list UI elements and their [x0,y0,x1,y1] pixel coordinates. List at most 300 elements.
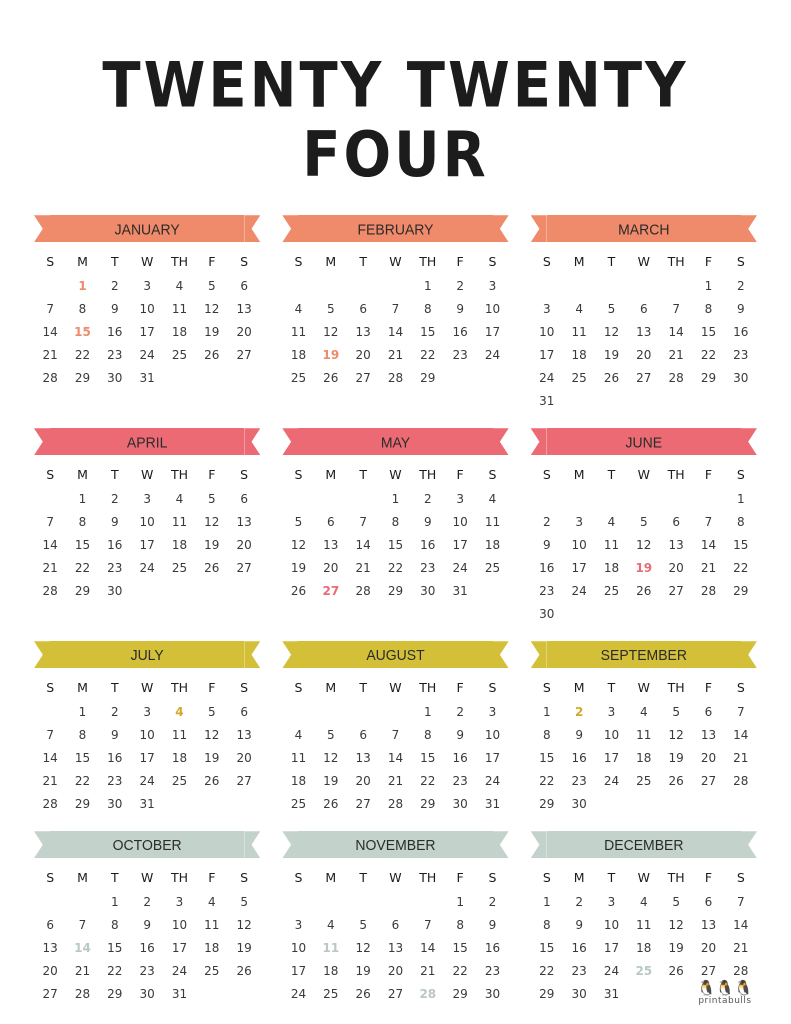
day-cell[interactable]: 26 [668,773,684,788]
day-cell[interactable]: 28 [733,963,749,978]
day-cell[interactable]: 28 [387,370,404,385]
day-cell[interactable]: 14 [42,750,58,765]
day-cell[interactable]: 15 [387,537,404,552]
day-cell[interactable]: 11 [290,750,307,765]
day-cell[interactable]: 12 [636,537,652,552]
day-cell[interactable]: 26 [636,583,652,598]
day-cell[interactable]: 15 [420,324,436,339]
day-cell[interactable]: 6 [672,514,680,529]
day-cell[interactable]: 21 [733,940,749,955]
day-cell[interactable]: 19 [204,324,220,339]
day-cell[interactable]: 27 [355,370,371,385]
day-cell[interactable]: 18 [290,773,307,788]
day-cell[interactable]: 19 [204,537,220,552]
day-cell[interactable]: 21 [387,347,404,362]
day-cell[interactable]: 8 [78,514,87,529]
day-cell[interactable]: 11 [484,514,501,529]
day-cell[interactable]: 26 [603,370,620,385]
day-cell[interactable]: 9 [488,917,497,932]
day-cell[interactable]: 24 [452,560,468,575]
day-cell[interactable]: 10 [539,324,555,339]
day-cell[interactable]: 5 [639,514,648,529]
day-cell[interactable]: 24 [484,347,501,362]
day-cell[interactable]: 23 [107,560,123,575]
day-cell[interactable]: 10 [139,301,155,316]
day-cell[interactable]: 16 [539,560,555,575]
day-cell[interactable]: 8 [78,301,87,316]
day-cell[interactable]: 18 [171,324,188,339]
day-cell[interactable]: 22 [107,963,123,978]
day-cell[interactable]: 11 [571,324,587,339]
day-cell[interactable]: 28 [355,583,371,598]
day-cell[interactable]: 5 [672,894,680,909]
day-cell[interactable]: 27 [322,583,340,598]
day-cell[interactable]: 15 [700,324,717,339]
day-cell[interactable]: 29 [74,583,91,598]
day-cell[interactable]: 9 [111,301,119,316]
day-cell[interactable]: 2 [111,704,119,719]
day-cell[interactable]: 27 [668,583,684,598]
day-cell[interactable]: 22 [452,963,468,978]
day-cell[interactable]: 14 [42,324,58,339]
day-cell[interactable]: 8 [78,727,87,742]
day-cell[interactable]: 26 [204,347,220,362]
day-cell[interactable]: 10 [452,514,468,529]
day-cell[interactable]: 1 [543,704,551,719]
day-cell[interactable]: 13 [668,537,684,552]
day-cell[interactable]: 13 [42,940,58,955]
day-cell[interactable]: 4 [639,894,648,909]
day-cell[interactable]: 15 [539,750,555,765]
day-cell[interactable]: 19 [668,750,684,765]
day-cell[interactable]: 8 [543,727,551,742]
day-cell[interactable]: 19 [323,773,339,788]
day-cell[interactable]: 14 [733,727,749,742]
day-cell[interactable]: 12 [204,514,220,529]
day-cell[interactable]: 11 [322,940,340,955]
day-cell[interactable]: 30 [484,986,501,1001]
day-cell[interactable]: 9 [575,917,583,932]
day-cell[interactable]: 2 [456,278,464,293]
day-cell[interactable]: 1 [78,278,87,293]
day-cell[interactable]: 5 [207,278,216,293]
day-cell[interactable]: 13 [323,537,339,552]
day-cell[interactable]: 7 [704,514,713,529]
day-cell[interactable]: 20 [42,963,58,978]
day-cell[interactable]: 2 [575,894,583,909]
day-cell[interactable]: 10 [171,917,188,932]
day-cell[interactable]: 30 [452,796,468,811]
day-cell[interactable]: 7 [736,704,745,719]
day-cell[interactable]: 13 [355,750,371,765]
day-cell[interactable]: 10 [139,514,155,529]
day-cell[interactable]: 1 [78,491,87,506]
day-cell[interactable]: 30 [571,796,587,811]
day-cell[interactable]: 20 [236,750,252,765]
day-cell[interactable]: 21 [42,560,58,575]
day-cell[interactable]: 3 [607,894,616,909]
day-cell[interactable]: 9 [111,727,119,742]
day-cell[interactable]: 12 [323,750,339,765]
day-cell[interactable]: 23 [107,773,123,788]
day-cell[interactable]: 27 [236,773,252,788]
day-cell[interactable]: 18 [171,537,188,552]
day-cell[interactable]: 20 [668,560,684,575]
day-cell[interactable]: 25 [603,583,620,598]
day-cell[interactable]: 20 [700,750,717,765]
day-cell[interactable]: 29 [420,370,436,385]
day-cell[interactable]: 29 [539,986,555,1001]
day-cell[interactable]: 15 [733,537,749,552]
day-cell[interactable]: 24 [603,963,620,978]
day-cell[interactable]: 29 [420,796,436,811]
day-cell[interactable]: 29 [733,583,749,598]
day-cell[interactable]: 18 [571,347,587,362]
day-cell[interactable]: 12 [668,917,684,932]
day-cell[interactable]: 15 [539,940,555,955]
day-cell[interactable]: 2 [111,278,119,293]
day-cell[interactable]: 25 [323,986,339,1001]
day-cell[interactable]: 18 [290,347,307,362]
day-cell[interactable]: 23 [107,347,123,362]
day-cell[interactable]: 22 [539,773,555,788]
day-cell[interactable]: 17 [484,750,501,765]
day-cell[interactable]: 26 [204,560,220,575]
day-cell[interactable]: 12 [204,727,220,742]
day-cell[interactable]: 19 [204,750,220,765]
day-cell[interactable]: 14 [387,324,404,339]
day-cell[interactable]: 18 [636,940,652,955]
day-cell[interactable]: 25 [484,560,501,575]
day-cell[interactable]: 5 [607,301,616,316]
day-cell[interactable]: 11 [636,727,652,742]
day-cell[interactable]: 13 [387,940,404,955]
day-cell[interactable]: 1 [111,894,119,909]
day-cell[interactable]: 14 [387,750,404,765]
day-cell[interactable]: 23 [452,347,468,362]
day-cell[interactable]: 27 [42,986,58,1001]
day-cell[interactable]: 7 [672,301,680,316]
day-cell[interactable]: 16 [107,537,123,552]
day-cell[interactable]: 27 [700,773,717,788]
day-cell[interactable]: 22 [387,560,404,575]
day-cell[interactable]: 5 [327,727,335,742]
day-cell[interactable]: 28 [419,986,437,1001]
day-cell[interactable]: 13 [700,727,717,742]
day-cell[interactable]: 24 [139,347,155,362]
day-cell[interactable]: 1 [736,491,745,506]
day-cell[interactable]: 30 [420,583,436,598]
day-cell[interactable]: 17 [290,963,307,978]
day-cell[interactable]: 1 [456,894,464,909]
day-cell[interactable]: 25 [290,796,307,811]
day-cell[interactable]: 15 [74,537,91,552]
day-cell[interactable]: 25 [636,773,652,788]
day-cell[interactable]: 5 [327,301,335,316]
day-cell[interactable]: 25 [171,560,188,575]
day-cell[interactable]: 3 [175,894,184,909]
day-cell[interactable]: 3 [143,278,151,293]
day-cell[interactable]: 9 [456,301,464,316]
day-cell[interactable]: 6 [704,894,713,909]
day-cell[interactable]: 2 [543,514,551,529]
day-cell[interactable]: 1 [704,278,713,293]
day-cell[interactable]: 10 [290,940,307,955]
day-cell[interactable]: 6 [704,704,713,719]
day-cell[interactable]: 18 [636,750,652,765]
day-cell[interactable]: 20 [355,347,371,362]
day-cell[interactable]: 10 [603,917,620,932]
day-cell[interactable]: 30 [107,796,123,811]
day-cell[interactable]: 26 [668,963,684,978]
day-cell[interactable]: 19 [668,940,684,955]
day-cell[interactable]: 6 [359,301,367,316]
day-cell[interactable]: 4 [175,704,184,719]
day-cell[interactable]: 7 [359,514,367,529]
day-cell[interactable]: 17 [171,940,188,955]
day-cell[interactable]: 12 [290,537,307,552]
day-cell[interactable]: 18 [603,560,620,575]
day-cell[interactable]: 24 [290,986,307,1001]
day-cell[interactable]: 27 [236,560,252,575]
day-cell[interactable]: 2 [574,704,584,719]
day-cell[interactable]: 20 [700,940,717,955]
day-cell[interactable]: 10 [484,301,501,316]
day-cell[interactable]: 23 [539,583,555,598]
day-cell[interactable]: 22 [700,347,717,362]
day-cell[interactable]: 8 [704,301,713,316]
day-cell[interactable]: 14 [355,537,371,552]
day-cell[interactable]: 5 [207,491,216,506]
day-cell[interactable]: 16 [139,940,155,955]
day-cell[interactable]: 7 [423,917,432,932]
day-cell[interactable]: 23 [484,963,501,978]
day-cell[interactable]: 6 [46,917,54,932]
day-cell[interactable]: 18 [323,963,339,978]
day-cell[interactable]: 3 [143,491,151,506]
day-cell[interactable]: 30 [107,370,123,385]
day-cell[interactable]: 24 [139,773,155,788]
day-cell[interactable]: 15 [452,940,468,955]
day-cell[interactable]: 9 [423,514,432,529]
day-cell[interactable]: 3 [488,704,497,719]
day-cell[interactable]: 16 [452,750,468,765]
day-cell[interactable]: 9 [736,301,745,316]
day-cell[interactable]: 31 [484,796,501,811]
day-cell[interactable]: 19 [322,347,340,362]
day-cell[interactable]: 23 [571,963,587,978]
day-cell[interactable]: 24 [603,773,620,788]
day-cell[interactable]: 1 [423,704,432,719]
day-cell[interactable]: 3 [456,491,464,506]
day-cell[interactable]: 8 [456,917,464,932]
day-cell[interactable]: 14 [42,537,58,552]
day-cell[interactable]: 23 [139,963,155,978]
day-cell[interactable]: 20 [636,347,652,362]
day-cell[interactable]: 12 [323,324,339,339]
day-cell[interactable]: 18 [171,750,188,765]
day-cell[interactable]: 22 [420,347,436,362]
day-cell[interactable]: 22 [74,347,91,362]
day-cell[interactable]: 25 [204,963,220,978]
day-cell[interactable]: 11 [290,324,307,339]
day-cell[interactable]: 20 [236,537,252,552]
day-cell[interactable]: 19 [236,940,252,955]
day-cell[interactable]: 29 [539,796,555,811]
day-cell[interactable]: 17 [539,347,555,362]
day-cell[interactable]: 6 [359,727,367,742]
day-cell[interactable]: 28 [700,583,717,598]
day-cell[interactable]: 7 [736,894,745,909]
day-cell[interactable]: 2 [488,894,497,909]
day-cell[interactable]: 28 [668,370,684,385]
day-cell[interactable]: 7 [391,727,400,742]
day-cell[interactable]: 5 [240,894,248,909]
day-cell[interactable]: 2 [111,491,119,506]
day-cell[interactable]: 21 [387,773,404,788]
day-cell[interactable]: 17 [571,560,587,575]
day-cell[interactable]: 20 [323,560,339,575]
day-cell[interactable]: 4 [175,278,184,293]
day-cell[interactable]: 31 [452,583,468,598]
day-cell[interactable]: 31 [139,796,155,811]
day-cell[interactable]: 2 [143,894,151,909]
day-cell[interactable]: 17 [139,537,155,552]
day-cell[interactable]: 13 [700,917,717,932]
day-cell[interactable]: 24 [571,583,587,598]
day-cell[interactable]: 23 [733,347,749,362]
day-cell[interactable]: 14 [74,940,91,955]
day-cell[interactable]: 5 [294,514,303,529]
day-cell[interactable]: 28 [387,796,404,811]
day-cell[interactable]: 7 [46,514,54,529]
day-cell[interactable]: 15 [420,750,436,765]
day-cell[interactable]: 16 [571,940,587,955]
day-cell[interactable]: 26 [204,773,220,788]
day-cell[interactable]: 21 [420,963,436,978]
day-cell[interactable]: 6 [639,301,648,316]
day-cell[interactable]: 21 [74,963,91,978]
day-cell[interactable]: 24 [484,773,501,788]
day-cell[interactable]: 17 [139,324,155,339]
day-cell[interactable]: 12 [204,301,220,316]
day-cell[interactable]: 22 [420,773,436,788]
day-cell[interactable]: 30 [539,606,555,621]
day-cell[interactable]: 25 [171,773,188,788]
day-cell[interactable]: 15 [107,940,123,955]
day-cell[interactable]: 4 [294,727,303,742]
day-cell[interactable]: 4 [207,894,216,909]
day-cell[interactable]: 26 [323,796,339,811]
day-cell[interactable]: 22 [74,560,91,575]
day-cell[interactable]: 10 [603,727,620,742]
day-cell[interactable]: 30 [139,986,155,1001]
day-cell[interactable]: 3 [488,278,497,293]
day-cell[interactable]: 1 [391,491,400,506]
day-cell[interactable]: 12 [668,727,684,742]
day-cell[interactable]: 3 [575,514,583,529]
day-cell[interactable]: 4 [175,491,184,506]
day-cell[interactable]: 14 [733,917,749,932]
day-cell[interactable]: 22 [74,773,91,788]
day-cell[interactable]: 21 [355,560,371,575]
day-cell[interactable]: 1 [543,894,551,909]
day-cell[interactable]: 29 [452,986,468,1001]
day-cell[interactable]: 26 [290,583,307,598]
day-cell[interactable]: 11 [171,301,188,316]
day-cell[interactable]: 21 [42,773,58,788]
day-cell[interactable]: 4 [607,514,616,529]
day-cell[interactable]: 27 [387,986,404,1001]
day-cell[interactable]: 30 [107,583,123,598]
day-cell[interactable]: 31 [603,986,620,1001]
day-cell[interactable]: 6 [240,491,248,506]
day-cell[interactable]: 26 [355,986,371,1001]
day-cell[interactable]: 20 [387,963,404,978]
day-cell[interactable]: 6 [391,917,400,932]
day-cell[interactable]: 23 [571,773,587,788]
day-cell[interactable]: 19 [290,560,307,575]
day-cell[interactable]: 3 [143,704,151,719]
day-cell[interactable]: 28 [74,986,91,1001]
day-cell[interactable]: 4 [327,917,335,932]
day-cell[interactable]: 14 [420,940,436,955]
day-cell[interactable]: 24 [139,560,155,575]
day-cell[interactable]: 31 [139,370,155,385]
day-cell[interactable]: 9 [456,727,464,742]
day-cell[interactable]: 13 [355,324,371,339]
day-cell[interactable]: 7 [391,301,400,316]
day-cell[interactable]: 16 [420,537,436,552]
day-cell[interactable]: 27 [636,370,652,385]
day-cell[interactable]: 3 [543,301,551,316]
day-cell[interactable]: 18 [204,940,220,955]
day-cell[interactable]: 13 [636,324,652,339]
day-cell[interactable]: 16 [107,324,123,339]
day-cell[interactable]: 13 [236,727,252,742]
day-cell[interactable]: 8 [423,727,432,742]
day-cell[interactable]: 16 [484,940,501,955]
day-cell[interactable]: 27 [700,963,717,978]
day-cell[interactable]: 29 [387,583,404,598]
day-cell[interactable]: 24 [539,370,555,385]
day-cell[interactable]: 21 [668,347,684,362]
day-cell[interactable]: 4 [575,301,583,316]
day-cell[interactable]: 8 [111,917,119,932]
day-cell[interactable]: 13 [236,514,252,529]
day-cell[interactable]: 20 [236,324,252,339]
day-cell[interactable]: 25 [571,370,587,385]
day-cell[interactable]: 5 [207,704,216,719]
day-cell[interactable]: 4 [488,491,497,506]
day-cell[interactable]: 18 [484,537,501,552]
day-cell[interactable]: 16 [733,324,749,339]
day-cell[interactable]: 4 [294,301,303,316]
day-cell[interactable]: 21 [42,347,58,362]
day-cell[interactable]: 17 [603,940,620,955]
day-cell[interactable]: 16 [452,324,468,339]
day-cell[interactable]: 29 [74,796,91,811]
day-cell[interactable]: 11 [171,514,188,529]
day-cell[interactable]: 22 [539,963,555,978]
day-cell[interactable]: 28 [42,796,58,811]
day-cell[interactable]: 3 [607,704,616,719]
day-cell[interactable]: 30 [733,370,749,385]
day-cell[interactable]: 8 [423,301,432,316]
day-cell[interactable]: 17 [139,750,155,765]
day-cell[interactable]: 29 [700,370,717,385]
day-cell[interactable]: 8 [391,514,400,529]
